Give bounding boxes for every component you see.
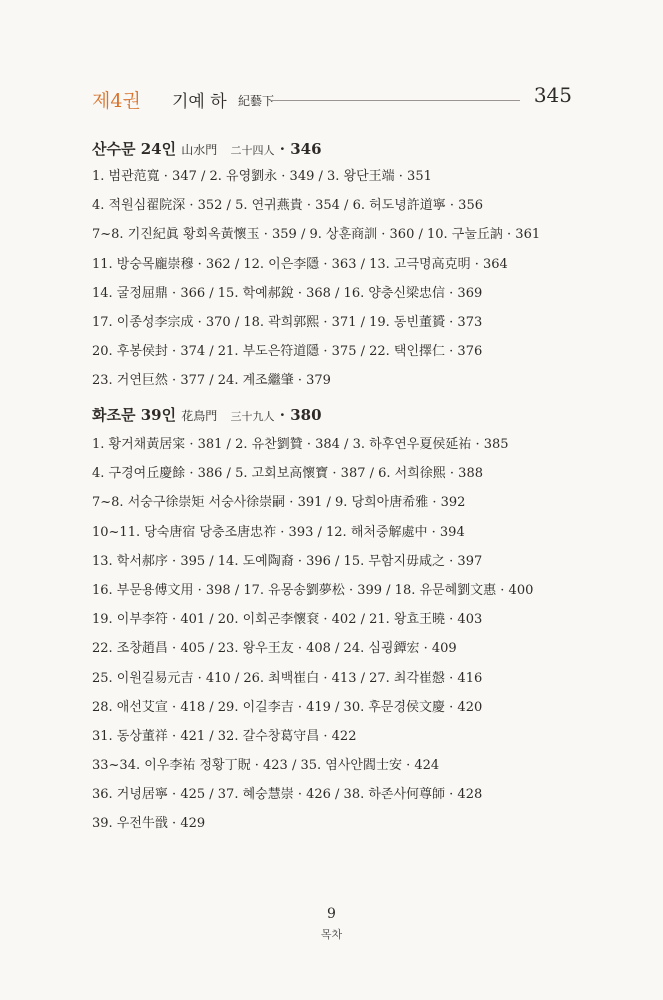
toc-line: 16. 부문용傅文用 · 398 / 17. 유몽송劉夢松 · 399 / 18. 유문혜劉文惠 · 400: [92, 582, 534, 598]
footer-page-number: 9: [327, 906, 336, 922]
volume-title-hanja: 紀藝下: [238, 94, 275, 108]
toc-line: 13. 학서郝序 · 395 / 14. 도예陶裔 · 396 / 15. 무함지毋咸之 · 397: [92, 553, 483, 569]
volume-page: 345: [533, 83, 572, 107]
toc-line: 20. 후봉侯封 · 374 / 21. 부도은符道隱 · 375 / 22. 택인擇仁 · 376: [92, 344, 483, 360]
toc-line: 4. 적원심翟院深 · 352 / 5. 연귀燕貴 · 354 / 6. 허도녕許道寧 · 356: [92, 198, 483, 214]
toc-line: 1. 범관范寬 · 347 / 2. 유영劉永 · 349 / 3. 왕단王端 · 351: [92, 169, 432, 184]
section-count-hanja: 三十九人: [230, 410, 275, 423]
toc-line: 14. 굴정屈鼎 · 366 / 15. 학예郝銳 · 368 / 16. 양충신梁忠信 · 369: [92, 285, 483, 301]
section-title-flower-bird: [92, 404, 322, 425]
header-rule: [270, 100, 520, 101]
toc-line: 36. 거녕居寧 · 425 / 37. 혜숭慧崇 · 426 / 38. 하존사何尊師 · 428: [92, 787, 483, 803]
volume-title: 기예 하: [172, 92, 227, 112]
toc-line: 39. 우전牛戩 · 429: [92, 816, 206, 832]
footer-label: 목차: [320, 928, 343, 941]
toc-line: 19. 이부李符 · 401 / 20. 이회곤李懷袞 · 402 / 21. 왕효王曉 · 403: [92, 612, 483, 628]
toc-line: 17. 이종성李宗成 · 370 / 18. 곽희郭熙 · 371 / 19. 동빈董贇 · 373: [92, 314, 483, 330]
toc-line: 11. 방숭목龐崇穆 · 362 / 12. 이은李隱 · 363 / 13. 고극명高克明 · 364: [92, 256, 508, 272]
toc-line: 7~8. 서숭구徐崇矩 서숭사徐崇嗣 · 391 / 9. 당희아唐希雅 · 392: [92, 495, 466, 511]
section-page: 346: [290, 140, 322, 158]
running-header: [92, 83, 572, 116]
entry-list-landscape: [92, 162, 592, 396]
volume-label: 제4권: [92, 90, 141, 112]
entry-list-flower-bird: [92, 430, 592, 839]
toc-line: 10~11. 당숙唐宿 당충조唐忠祚 · 393 / 12. 해처중解處中 · 394: [92, 524, 465, 540]
section-title-text: 화조문 39인: [92, 406, 177, 424]
toc-line: 25. 이원길易元吉 · 410 / 26. 최백崔白 · 413 / 27. 최각崔慤 · 416: [92, 670, 483, 686]
section-separator: ·: [279, 140, 286, 158]
section-title-hanja: 花鳥門: [181, 409, 218, 423]
toc-line: 23. 거연巨然 · 377 / 24. 계조繼肇 · 379: [92, 373, 331, 389]
section-title-hanja: 山水門: [181, 143, 218, 157]
toc-line: 1. 황거채黃居寀 · 381 / 2. 유찬劉贊 · 384 / 3. 하후연우夏侯延祐 · 385: [92, 437, 509, 452]
toc-line: 7~8. 기진紀眞 황회옥黃懷玉 · 359 / 9. 상훈商訓 · 360 / 10. 구눌丘訥 · 361: [92, 227, 541, 243]
section-page: 380: [290, 406, 322, 424]
toc-line: 31. 동상董祥 · 421 / 32. 갈수창葛守昌 · 422: [92, 728, 357, 744]
section-title-landscape: [92, 138, 322, 159]
section-separator: ·: [279, 406, 286, 424]
toc-line: 28. 애선艾宣 · 418 / 29. 이길李吉 · 419 / 30. 후문경侯文慶 · 420: [92, 699, 483, 715]
section-title-text: 산수문 24인: [92, 140, 177, 158]
toc-line: 4. 구경여丘慶餘 · 386 / 5. 고회보高懷寶 · 387 / 6. 서희徐熙 · 388: [92, 466, 483, 482]
section-count-hanja: 二十四人: [230, 144, 275, 157]
toc-line: 22. 조창趙昌 · 405 / 23. 왕우王友 · 408 / 24. 심굉鐔宏 · 409: [92, 641, 457, 657]
toc-line: 33~34. 이우李祐 정황丁貺 · 423 / 35. 염사안閻士安 · 424: [92, 758, 440, 774]
